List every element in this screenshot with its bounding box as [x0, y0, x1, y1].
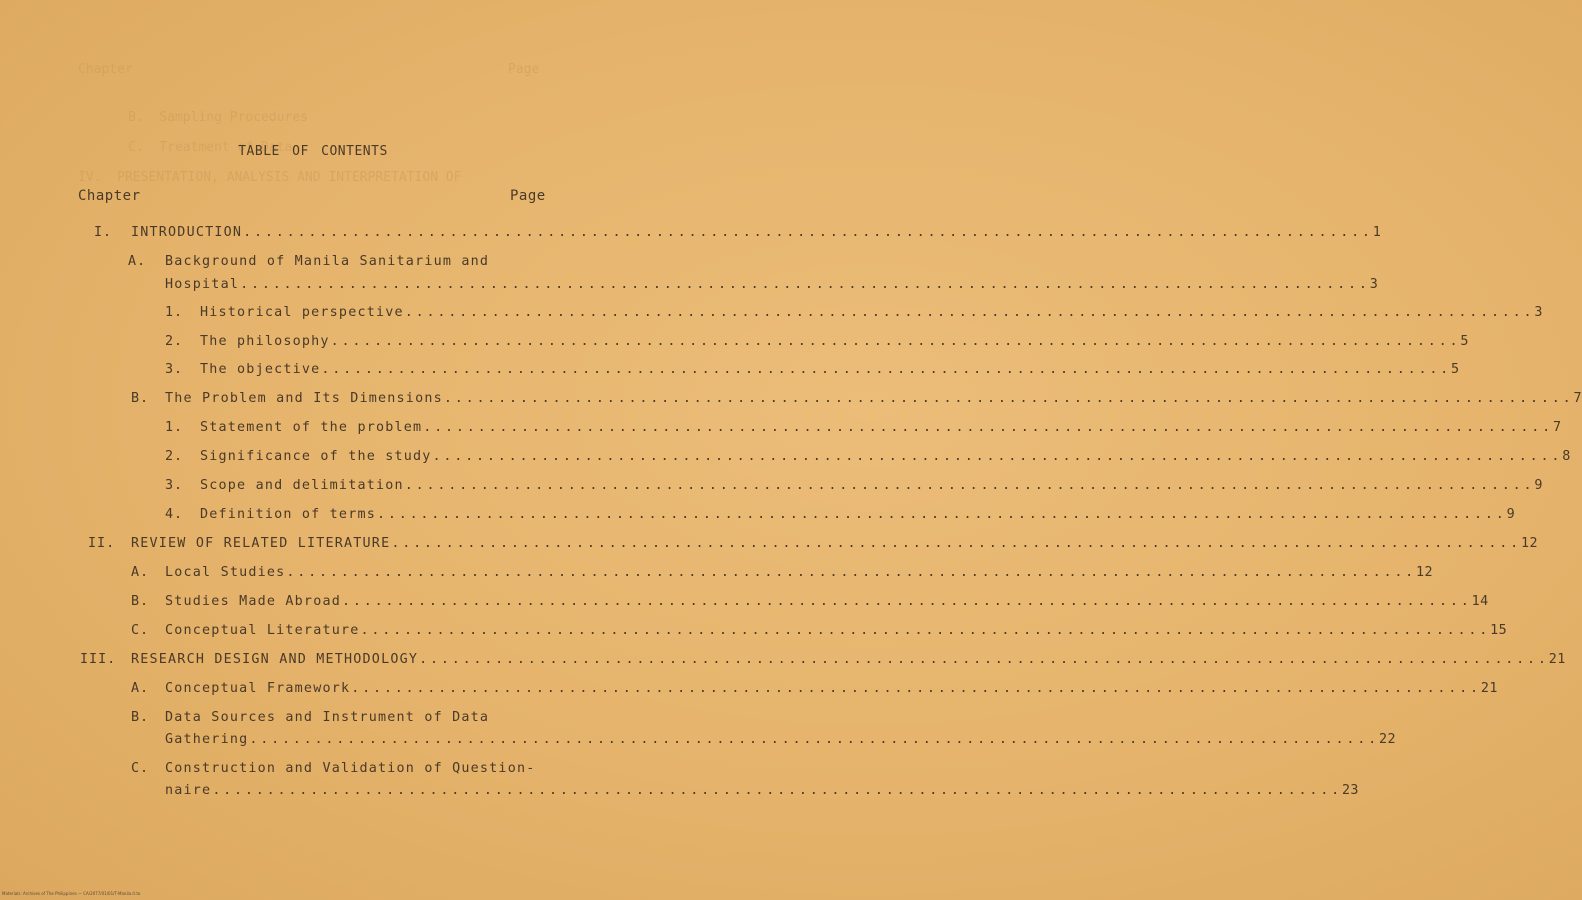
dot-leader: ........................................................................................................ — [240, 277, 1370, 292]
toc-entry — [200, 506, 1516, 524]
entry-number: 1. — [165, 420, 184, 435]
entry-number: 1. — [165, 305, 184, 320]
entry-title: naire — [165, 783, 212, 798]
entry-number: 4. — [165, 507, 184, 522]
dot-leader: ........................................................................................................ — [341, 594, 1472, 609]
entry-page: 9 — [1534, 478, 1543, 493]
entry-number: 3. — [165, 362, 184, 377]
entry-page: 21 — [1480, 681, 1498, 696]
toc-entry — [200, 361, 1460, 379]
entry-page: 23 — [1341, 783, 1359, 798]
toc-entry — [165, 390, 1582, 408]
column-header-chapter: Chapter — [78, 188, 141, 204]
entry-title: The Problem and Its Dimensions — [165, 391, 443, 406]
archive-footer: Materials: Archives of The Philippines — CA/2077/01/01/T-Manila.it.to — [2, 891, 141, 896]
dot-leader: ........................................................................................................ — [351, 681, 1481, 696]
entry-title: Data Sources and Instrument of Data — [165, 710, 490, 725]
entry-number: C. — [131, 761, 150, 776]
toc-entry — [200, 419, 1562, 437]
dot-leader: ........................................................................................................ — [432, 449, 1563, 464]
entry-number: B. — [131, 710, 150, 725]
entry-page: 3 — [1369, 277, 1379, 292]
entry-title: Definition of terms — [200, 507, 376, 522]
bleed-through-line-3: IV. PRESENTATION, ANALYSIS AND INTERPRETATION OF — [78, 170, 462, 185]
entry-page: 1 — [1372, 225, 1382, 240]
entry-title: REVIEW OF RELATED LITERATURE — [131, 536, 391, 551]
entry-page: 7 — [1573, 391, 1582, 406]
entry-title: Gathering — [165, 732, 249, 747]
entry-title: INTRODUCTION — [131, 225, 243, 240]
toc-entry — [165, 731, 1396, 749]
bleed-through-line-1: B. Sampling Procedures — [128, 110, 309, 125]
entry-page: 22 — [1379, 732, 1396, 747]
entry-number: B. — [131, 594, 150, 609]
dot-leader: ........................................................................................................ — [423, 420, 1553, 435]
bleed-through-line-2: C. Treatment of Data — [128, 140, 293, 155]
dot-leader: ........................................................................................................ — [243, 225, 1373, 240]
entry-title: Significance of the study — [200, 449, 432, 464]
entry-title: RESEARCH DESIGN AND METHODOLOGY — [131, 652, 419, 667]
dot-leader: ........................................................................................................ — [404, 305, 1535, 320]
entry-page: 3 — [1534, 305, 1543, 320]
toc-entry — [165, 782, 1359, 800]
dot-leader: ........................................................................................................ — [443, 391, 1574, 406]
column-header-page: Page — [510, 188, 546, 204]
toc-entry — [131, 651, 1566, 669]
dot-leader: ........................................................................................................ — [404, 478, 1535, 493]
entry-title: The philosophy — [200, 334, 330, 349]
dot-leader: ........................................................................................................ — [249, 732, 1379, 747]
entry-page: 9 — [1506, 507, 1516, 522]
entry-title: Construction and Validation of Question- — [165, 761, 536, 776]
entry-title: Scope and delimitation — [200, 478, 404, 493]
dot-leader: ........................................................................................................ — [376, 507, 1507, 522]
entry-title: Conceptual Framework — [165, 681, 351, 696]
toc-entry — [165, 564, 1433, 582]
entry-number: 2. — [165, 334, 184, 349]
bleed-through-page: Page — [508, 62, 540, 77]
dot-leader: ........................................................................................................ — [321, 362, 1452, 377]
dot-leader: ........................................................................................................ — [419, 652, 1549, 667]
page-title: TABLE OF CONTENTS — [238, 144, 388, 159]
toc-entry — [131, 224, 1382, 242]
dot-leader: ........................................................................................................ — [212, 783, 1342, 798]
entry-title: The objective — [200, 362, 321, 377]
entry-page: 8 — [1562, 449, 1571, 464]
entry-page: 21 — [1548, 652, 1566, 667]
dot-leader: ........................................................................................................ — [360, 623, 1491, 638]
entry-number: 3. — [165, 478, 184, 493]
dot-leader: ........................................................................................................ — [286, 565, 1417, 580]
entry-number: I. — [94, 225, 113, 240]
entry-title: Statement of the problem — [200, 420, 423, 435]
entry-number: A. — [131, 681, 150, 696]
toc-entry — [165, 276, 1379, 294]
entry-page: 7 — [1552, 420, 1562, 435]
toc-entry — [200, 448, 1571, 466]
toc-entry — [131, 535, 1538, 553]
entry-number: A. — [128, 254, 147, 269]
toc-entry — [165, 622, 1508, 640]
entry-number: III. — [80, 652, 117, 667]
entry-number: A. — [131, 565, 150, 580]
entry-title: Background of Manila Sanitarium and — [165, 254, 490, 269]
toc-entry — [200, 304, 1543, 322]
entry-number: 2. — [165, 449, 184, 464]
entry-number: II. — [88, 536, 116, 551]
dot-leader: ........................................................................................................ — [330, 334, 1461, 349]
toc-entry — [165, 593, 1489, 611]
entry-page: 5 — [1460, 334, 1469, 349]
entry-page: 14 — [1471, 594, 1489, 609]
entry-page: 12 — [1416, 565, 1433, 580]
bleed-through-chapter: Chapter — [78, 62, 133, 77]
entry-page: 5 — [1451, 362, 1460, 377]
entry-title: Hospital — [165, 277, 240, 292]
entry-page: 12 — [1520, 536, 1538, 551]
entry-number: B. — [131, 391, 150, 406]
entry-title: Historical perspective — [200, 305, 404, 320]
entry-title: Conceptual Literature — [165, 623, 360, 638]
toc-entry — [165, 680, 1498, 698]
toc-entry — [200, 477, 1543, 495]
entry-page: 15 — [1490, 623, 1508, 638]
entry-title: Local Studies — [165, 565, 286, 580]
dot-leader: ........................................................................................................ — [391, 536, 1521, 551]
toc-entry — [200, 333, 1469, 351]
entry-number: C. — [131, 623, 150, 638]
entry-title: Studies Made Abroad — [165, 594, 341, 609]
